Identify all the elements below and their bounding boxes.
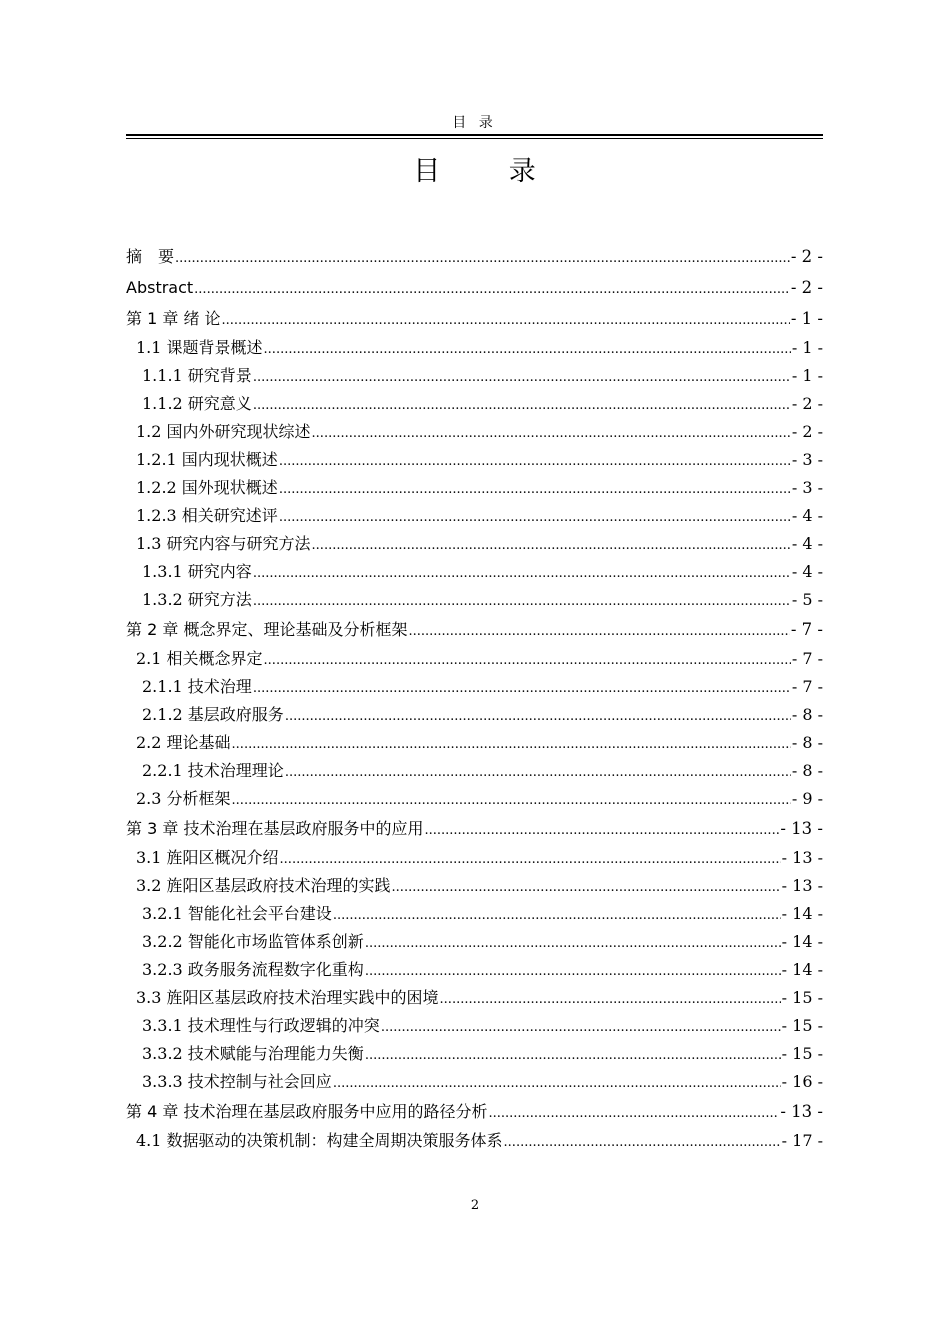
- toc-entry-title: 摘 要: [126, 247, 175, 266]
- toc-entry[interactable]: [126, 645, 823, 673]
- toc-entry-title: 第 1 章 绪 论: [126, 309, 221, 328]
- toc-dot-leader: [253, 392, 791, 420]
- toc-dot-leader: [312, 420, 791, 448]
- toc-dot-leader: [504, 1129, 781, 1157]
- toc-entry-page: - 2 -: [791, 394, 823, 413]
- toc-entry-title: 第 4 章 技术治理在基层政府服务中应用的路径分析: [126, 1102, 488, 1121]
- page-title: 目 录: [413, 156, 566, 187]
- toc-entry[interactable]: [126, 586, 823, 614]
- toc-entry[interactable]: [126, 701, 823, 729]
- toc-entry-title: 1.3.1 研究内容: [142, 562, 252, 581]
- toc-entry[interactable]: [126, 956, 823, 984]
- toc-entry[interactable]: [126, 844, 823, 872]
- toc-entry-page: - 9 -: [791, 789, 823, 808]
- toc-entry-title: 3.3.2 技术赋能与治理能力失衡: [142, 1044, 364, 1063]
- toc-entry-title: 2.1.2 基层政府服务: [142, 705, 284, 724]
- toc-entry-title: 3.3.1 技术理性与行政逻辑的冲突: [142, 1016, 380, 1035]
- toc-entry-page: - 17 -: [781, 1131, 823, 1150]
- toc-entry[interactable]: [126, 474, 823, 502]
- toc-entry-title: 3.2.3 政务服务流程数字化重构: [142, 960, 364, 979]
- toc-entry[interactable]: [126, 1127, 823, 1155]
- toc-entry-title: 1.1.2 研究意义: [142, 394, 252, 413]
- toc-entry-title: 2.2 理论基础: [136, 733, 231, 752]
- toc-dot-leader: [279, 448, 791, 476]
- toc-entry-title: 1.2 国内外研究现状综述: [136, 422, 311, 441]
- toc-entry[interactable]: [126, 362, 823, 390]
- toc-dot-leader: [333, 1070, 781, 1098]
- toc-dot-leader: [175, 243, 790, 274]
- toc-dot-leader: [253, 675, 791, 703]
- toc-entry[interactable]: [126, 530, 823, 558]
- toc-entry[interactable]: [126, 757, 823, 785]
- header-rule-thin: [126, 138, 823, 139]
- toc-entry-title: Abstract: [126, 278, 194, 297]
- toc-entry[interactable]: [126, 1068, 823, 1096]
- toc-entry[interactable]: [126, 1012, 823, 1040]
- toc-entry[interactable]: [126, 928, 823, 956]
- toc-entry-page: - 8 -: [791, 761, 823, 780]
- toc-dot-leader: [264, 336, 791, 364]
- toc-entry[interactable]: [126, 390, 823, 418]
- toc-entry-page: - 3 -: [791, 478, 823, 497]
- toc-dot-leader: [279, 476, 791, 504]
- toc-entry-page: - 14 -: [781, 904, 823, 923]
- toc-entry-page: - 1 -: [791, 366, 823, 385]
- toc-entry-page: - 13 -: [781, 876, 823, 895]
- toc-entry[interactable]: [126, 729, 823, 757]
- toc-dot-leader: [408, 616, 789, 647]
- toc-dot-leader: [194, 274, 790, 305]
- toc-entry-title: 2.2.1 技术治理理论: [142, 761, 284, 780]
- toc-entry-page: - 4 -: [791, 506, 823, 525]
- running-header: 目 录: [452, 115, 497, 131]
- toc-entry-title: 3.3.3 技术控制与社会回应: [142, 1072, 332, 1091]
- toc-entry[interactable]: [126, 872, 823, 900]
- toc-entry-page: - 7 -: [791, 677, 823, 696]
- toc-entry-page: - 8 -: [791, 733, 823, 752]
- toc-entry-page: - 14 -: [781, 932, 823, 951]
- toc-entry[interactable]: [126, 334, 823, 362]
- toc-entry-page: - 13 -: [781, 848, 823, 867]
- toc-entry-title: 3.1 旌阳区概况介绍: [136, 848, 279, 867]
- toc-entry[interactable]: [126, 984, 823, 1012]
- toc-dot-leader: [365, 958, 781, 986]
- toc-entry-page: - 13 -: [780, 1102, 823, 1121]
- toc-entry-title: 2.1.1 技术治理: [142, 677, 252, 696]
- toc-dot-leader: [264, 647, 791, 675]
- toc-entry-title: 2.3 分析框架: [136, 789, 231, 808]
- toc-entry-page: - 5 -: [791, 590, 823, 609]
- toc-entry[interactable]: [126, 241, 823, 272]
- table-of-contents: [126, 241, 823, 1155]
- toc-entry-title: 1.3 研究内容与研究方法: [136, 534, 311, 553]
- toc-entry-page: - 7 -: [791, 649, 823, 668]
- toc-entry-page: - 1 -: [790, 309, 823, 328]
- toc-dot-leader: [333, 902, 781, 930]
- toc-entry-page: - 15 -: [781, 988, 823, 1007]
- toc-dot-leader: [285, 759, 791, 787]
- toc-entry-title: 1.2.3 相关研究述评: [136, 506, 278, 525]
- toc-entry-page: - 1 -: [791, 338, 823, 357]
- toc-entry-title: 第 3 章 技术治理在基层政府服务中的应用: [126, 819, 424, 838]
- toc-entry-title: 3.3 旌阳区基层政府技术治理实践中的困境: [136, 988, 439, 1007]
- toc-entry-title: 第 2 章 概念界定、理论基础及分析框架: [126, 620, 408, 639]
- toc-dot-leader: [365, 930, 781, 958]
- toc-dot-leader: [285, 703, 791, 731]
- toc-entry-page: - 4 -: [791, 562, 823, 581]
- toc-entry-title: 3.2.2 智能化市场监管体系创新: [142, 932, 364, 951]
- toc-entry-title: 3.2.1 智能化社会平台建设: [142, 904, 332, 923]
- toc-entry[interactable]: [126, 418, 823, 446]
- toc-dot-leader: [381, 1014, 781, 1042]
- toc-entry-page: - 14 -: [781, 960, 823, 979]
- toc-entry[interactable]: [126, 502, 823, 530]
- toc-entry[interactable]: [126, 446, 823, 474]
- toc-entry-title: 1.1 课题背景概述: [136, 338, 263, 357]
- toc-entry[interactable]: [126, 900, 823, 928]
- toc-entry[interactable]: [126, 272, 823, 303]
- toc-dot-leader: [312, 532, 791, 560]
- toc-entry[interactable]: [126, 614, 823, 645]
- toc-dot-leader: [253, 364, 791, 392]
- toc-entry-page: - 2 -: [790, 247, 823, 266]
- toc-entry[interactable]: [126, 813, 823, 844]
- toc-dot-leader: [488, 1098, 779, 1129]
- toc-entry-page: - 16 -: [781, 1072, 823, 1091]
- toc-entry[interactable]: [126, 1040, 823, 1068]
- toc-entry-page: - 8 -: [791, 705, 823, 724]
- toc-entry-title: 4.1 数据驱动的决策机制：构建全周期决策服务体系: [136, 1131, 503, 1150]
- toc-entry-title: 1.1.1 研究背景: [142, 366, 252, 385]
- toc-entry-page: - 15 -: [781, 1016, 823, 1035]
- toc-dot-leader: [279, 504, 791, 532]
- toc-dot-leader: [253, 560, 791, 588]
- toc-dot-leader: [392, 874, 781, 902]
- toc-entry-page: - 4 -: [791, 534, 823, 553]
- toc-entry-page: - 7 -: [790, 620, 823, 639]
- header-rule-thick: [126, 134, 823, 136]
- toc-entry-title: 1.3.2 研究方法: [142, 590, 252, 609]
- toc-dot-leader: [280, 846, 781, 874]
- toc-entry[interactable]: [126, 673, 823, 701]
- toc-entry-page: - 2 -: [791, 422, 823, 441]
- toc-entry-title: 1.2.1 国内现状概述: [136, 450, 278, 469]
- toc-dot-leader: [440, 986, 781, 1014]
- toc-entry-page: - 15 -: [781, 1044, 823, 1063]
- toc-dot-leader: [222, 305, 790, 336]
- toc-entry[interactable]: [126, 785, 823, 813]
- toc-entry[interactable]: [126, 1096, 823, 1127]
- toc-entry-title: 2.1 相关概念界定: [136, 649, 263, 668]
- toc-entry-page: - 3 -: [791, 450, 823, 469]
- toc-dot-leader: [253, 588, 791, 616]
- toc-dot-leader: [424, 815, 779, 846]
- toc-dot-leader: [232, 731, 791, 759]
- toc-entry[interactable]: [126, 558, 823, 586]
- toc-dot-leader: [365, 1042, 781, 1070]
- page-number: 2: [470, 1198, 480, 1213]
- toc-entry-title: 3.2 旌阳区基层政府技术治理的实践: [136, 876, 391, 895]
- toc-entry-title: 1.2.2 国外现状概述: [136, 478, 278, 497]
- toc-entry[interactable]: [126, 303, 823, 334]
- toc-entry-page: - 2 -: [790, 278, 823, 297]
- toc-dot-leader: [232, 787, 791, 815]
- toc-entry-page: - 13 -: [780, 819, 823, 838]
